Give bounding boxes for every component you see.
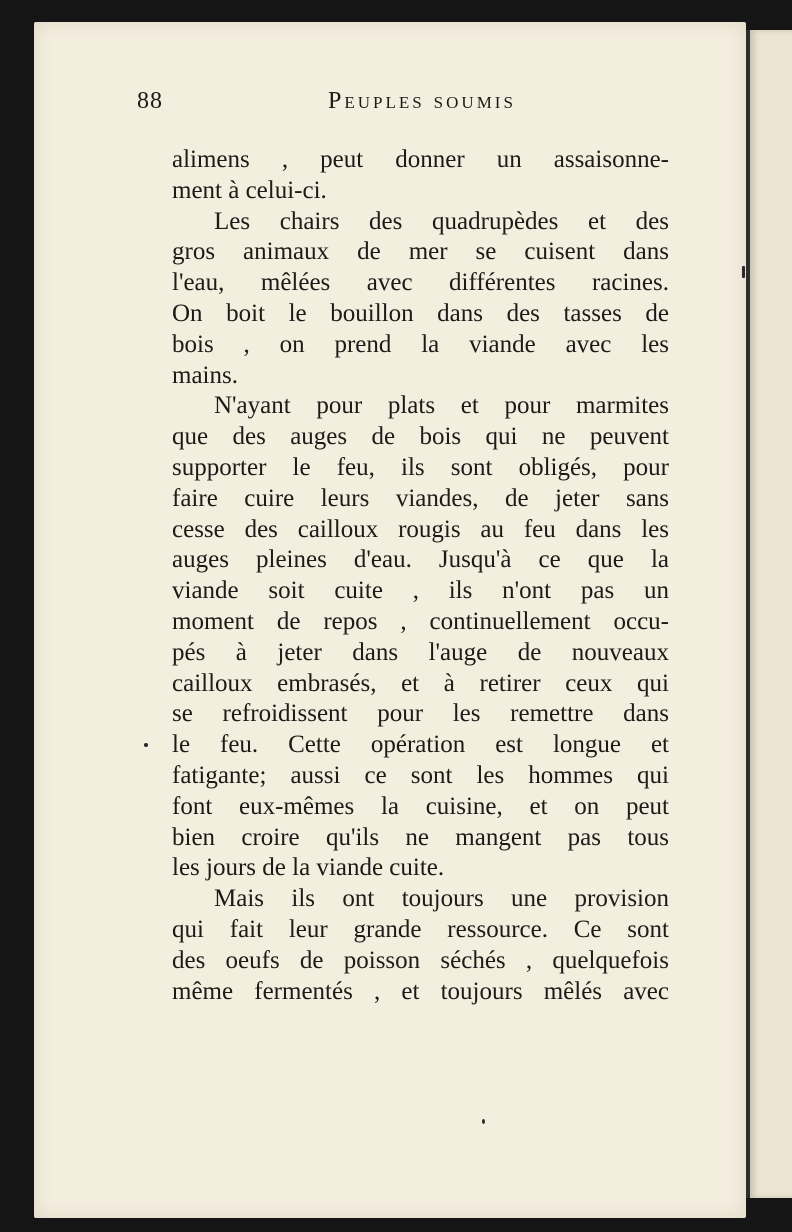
text-line: supporter le feu, ils sont obligés, pour — [172, 453, 669, 481]
text-line: se refroidissent pour les remettre dans — [172, 700, 669, 728]
text-line: des oeufs de poisson séchés , quelquefois — [172, 946, 669, 974]
text-line: moment de repos , continuellement occu- — [172, 607, 669, 635]
text-line: faire cuire leurs viandes, de jeter sans — [172, 484, 669, 512]
text-line: les jours de la viande cuite. — [172, 854, 445, 882]
page-number: 88 — [137, 88, 163, 114]
page-header — [137, 88, 657, 128]
ink-speck — [742, 266, 745, 278]
text-line: mains. — [172, 361, 238, 389]
text-line: On boit le bouillon dans des tasses de — [172, 299, 669, 327]
text-line: N'ayant pour plats et pour marmites — [214, 392, 669, 420]
text-line: bien croire qu'ils ne mangent pas tous — [172, 823, 669, 851]
text-line: Les chairs des quadrupèdes et des — [214, 207, 669, 235]
text-line: fatigante; aussi ce sont les hommes qui — [172, 761, 669, 789]
text-line: font eux-mêmes la cuisine, et on peut — [172, 792, 669, 820]
text-line: gros animaux de mer se cuisent dans — [172, 238, 669, 266]
text-line: viande soit cuite , ils n'ont pas un — [172, 577, 669, 605]
text-line: le feu. Cette opération est longue et — [172, 731, 669, 759]
text-line: que des auges de bois qui ne peuvent — [172, 423, 669, 451]
text-line: bois , on prend la viande avec les — [172, 330, 669, 358]
text-line: cesse des cailloux rougis au feu dans les — [172, 515, 669, 543]
text-line: alimens , peut donner un assaisonne- — [172, 146, 669, 173]
running-title: Peuples soumis — [328, 88, 516, 114]
text-line: auges pleines d'eau. Jusqu'à ce que la — [172, 546, 669, 574]
text-line: cailloux embrasés, et à retirer ceux qui — [172, 669, 669, 697]
text-line: pés à jeter dans l'auge de nouveaux — [172, 638, 669, 666]
ink-speck — [144, 743, 148, 747]
text-line: ment à celui-ci. — [172, 176, 327, 204]
body-text — [172, 145, 669, 1007]
text-line: Mais ils ont toujours une provision — [214, 885, 669, 913]
text-line: même fermentés , et toujours mêlés avec — [172, 977, 669, 1005]
adjacent-page-edge — [746, 30, 792, 1198]
text-line: l'eau, mêlées avec différentes racines. — [172, 269, 669, 297]
text-line: qui fait leur grande ressource. Ce sont — [172, 915, 669, 943]
ink-speck — [482, 1119, 485, 1124]
